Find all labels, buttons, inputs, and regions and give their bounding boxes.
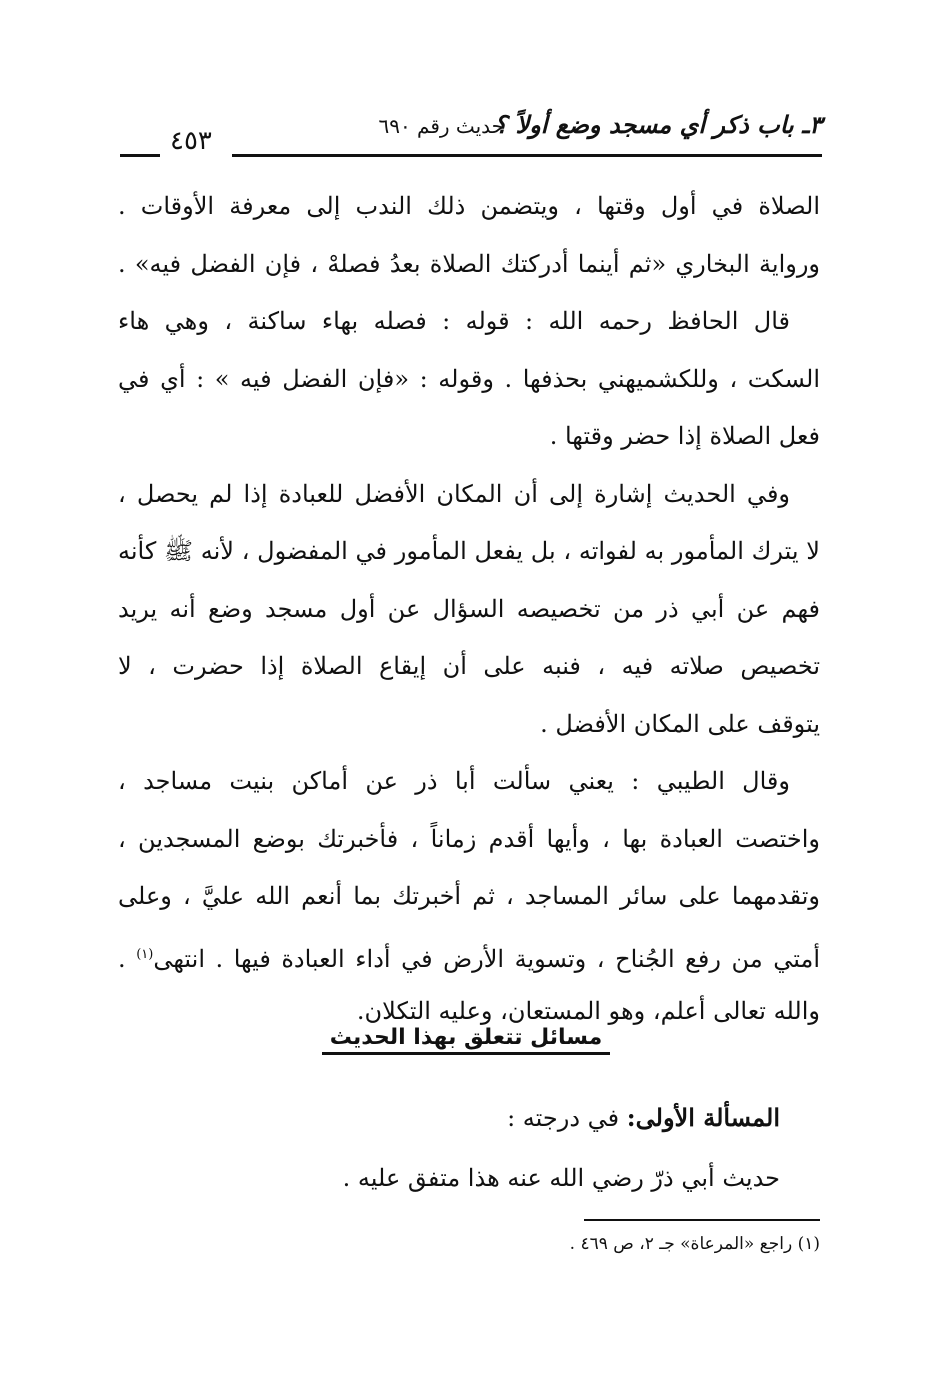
text-line-with-footnote [118,926,820,984]
page-number: ٤٥٣ [170,126,212,156]
text-line: السكت ، وللكشميهني بحذفها . وقوله : «فإن الفضل فيه » : أي في [118,364,820,393]
text-line: والله تعالى أعلم، وهو المستعان، وعليه التكلان. [356,997,820,1025]
text-line: ورواية البخاري «ثم أينما أدركتك الصلاة بعدُ فصلهْ ، فإن الفضل فيه» . [118,249,820,278]
running-header [120,110,822,160]
text-line: الصلاة في أول وقتها ، ويتضمن ذلك الندب إلى معرفة الأوقات . [118,192,820,220]
text-line: يتوقف على المكان الأفضل . [540,709,820,738]
hadith-number: حديث رقم ٦٩٠ [378,114,504,138]
line-end-period: . [118,944,126,973]
text-line: فهم عن أبي ذر من تخصيصه السؤال عن أول مسجد وضع أنه يريد [118,594,820,623]
masala-title-line [118,1088,820,1148]
text-line-content: أمتي من رفع الجُناح ، وتسوية الأرض في أداء العبادة فيها . انتهى [153,944,820,973]
masala-title-rest: في درجته : [507,1104,627,1132]
chapter-title: ٣ـ باب ذكر أي مسجد وضع أولاً ؟ [494,110,822,139]
masala-text-line: حديث أبي ذرّ رضي الله عنه هذا متفق عليه . [342,1164,780,1192]
masala-title: المسألة الأولى: [626,1103,780,1132]
text-line: تخصيص صلاته فيه ، فنبه على أن إيقاع الصلاة إذا حضرت ، لا [118,652,820,680]
text-line: لا يترك المأمور به لفواته ، بل يفعل المأمور في المفضول ، لأنه ﷺ كأنه [118,537,820,565]
text-line: وفي الحديث إشارة إلى أن المكان الأفضل للعبادة إذا لم يحصل ، [118,479,791,508]
text-line: وقال الطيبي : يعني سألت أبا ذر عن أماكن بنيت مساجد ، [118,767,790,795]
footnote-rule [584,1219,820,1221]
header-rule-short [120,154,160,157]
text-line: واختصت العبادة بها ، وأيها أقدم زماناً ، فأخبرتك بوضع المسجدين ، [118,824,820,853]
masala-section [118,1088,820,1208]
text-line: وتقدمهما على سائر المساجد ، ثم أخبرتك بما أنعم الله عليَّ ، وعلى [118,882,820,910]
footnote: (١) راجع «المرعاة» جـ ٢، ص ٤٦٩ . [569,1234,820,1254]
section-heading-text: مسائل تتعلق بهذا الحديث [322,1023,611,1055]
footnote-marker: (١) [136,946,154,962]
main-text [118,178,820,1041]
section-heading [0,1025,932,1050]
text-line: فعل الصلاة إذا حضر وقتها . [549,422,820,450]
header-rule [232,154,822,157]
text-line: قال الحافظ رحمه الله : قوله : فصله بهاء ساكنة ، وهي هاء [118,307,790,335]
